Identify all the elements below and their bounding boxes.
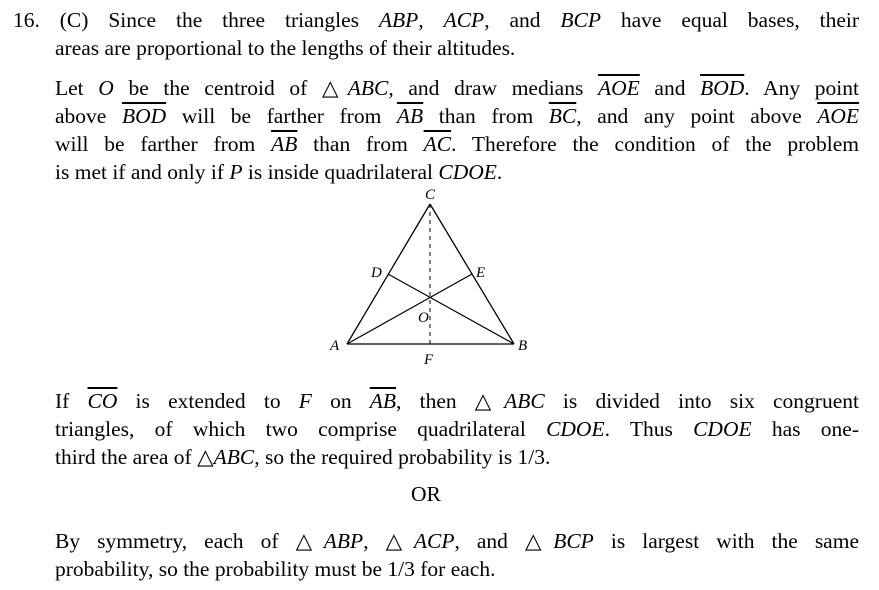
triangle-symbol	[296, 529, 364, 553]
segment-symbol: $\overline{BOD}$	[700, 76, 745, 100]
text-run: By symmetry, each of	[55, 529, 296, 553]
triangle-name: ABP	[323, 529, 364, 553]
text-run: Since the three triangles	[108, 8, 379, 32]
triangle-symbol	[525, 529, 594, 553]
para2-line-4	[55, 158, 859, 186]
text-run: probability, so the probability must be 1/3 for each.	[55, 557, 496, 581]
text-run: , and any point above	[576, 104, 818, 128]
triangle-symbol	[197, 445, 254, 469]
text-run: ,	[363, 529, 386, 553]
median-bod	[388, 274, 514, 344]
math-symbol: CDOE	[546, 417, 605, 441]
triangle-medians-figure	[322, 186, 534, 372]
text-run: , and	[484, 8, 561, 32]
intro-line-2	[55, 34, 859, 62]
triangle-name: ACP	[413, 529, 455, 553]
text-run: is extended to	[117, 389, 299, 413]
para4-line-2	[55, 555, 859, 583]
text-run: . Thus	[604, 417, 694, 441]
label-e: E	[476, 265, 486, 281]
answer-choice: (C)	[59, 8, 89, 32]
text-run: is divided into six congruent	[544, 389, 859, 413]
triangle-name: ABC	[504, 389, 545, 413]
para3-line-2	[55, 415, 859, 443]
math-symbol: F	[298, 389, 312, 413]
segment-symbol: $\overline{CO}$	[87, 389, 118, 413]
label-a: A	[330, 338, 340, 354]
triangle-icon: △	[524, 529, 554, 553]
text-run: , then	[396, 389, 475, 413]
text-run: on	[311, 389, 370, 413]
para4-line-1	[55, 527, 859, 555]
text-run: will be farther from	[55, 132, 272, 156]
text-run: ,	[418, 8, 444, 32]
segment-symbol: $\overline{AC}$	[423, 132, 452, 156]
triangle-name: ABC	[347, 76, 389, 100]
text-run: , and draw medians	[388, 76, 598, 100]
triangle-icon: △	[321, 76, 348, 100]
para3-line-3	[55, 443, 859, 471]
text-run: , and	[454, 529, 525, 553]
math-symbol: BCP	[560, 8, 601, 32]
math-symbol: CDOE	[438, 160, 497, 184]
text-run: be the centroid of	[113, 76, 322, 100]
label-c: C	[425, 187, 436, 203]
text-run: has one-	[751, 417, 859, 441]
text-run: . Therefore the condition of the problem	[451, 132, 859, 156]
text-run: than from	[423, 104, 549, 128]
label-o: O	[418, 310, 429, 326]
math-symbol: O	[98, 76, 114, 100]
or-divider: OR	[411, 482, 441, 506]
text-run: and	[639, 76, 701, 100]
intro-line-1	[13, 6, 859, 34]
triangle-symbol	[475, 389, 545, 413]
para2-line-1	[55, 74, 859, 102]
triangle-symbol	[322, 76, 388, 100]
intro-line-1-text	[108, 8, 859, 32]
triangle-icon: △	[295, 529, 324, 553]
math-symbol: ACP	[443, 8, 485, 32]
segment-symbol: $\overline{AB}$	[396, 104, 424, 128]
math-symbol: P	[229, 160, 243, 184]
math-symbol: ABP	[378, 8, 419, 32]
segment-symbol: $\overline{BC}$	[548, 104, 577, 128]
text-run: triangles, of which two comprise quadrilateral	[55, 417, 547, 441]
text-run: is largest with the same	[593, 529, 859, 553]
segment-symbol: $\overline{AB}$	[369, 389, 397, 413]
text-run: If	[55, 389, 88, 413]
text-run: . Any point	[744, 76, 859, 100]
text-run: third the area of	[55, 445, 198, 469]
text-run: is met if and only if	[55, 160, 230, 184]
text-run: than from	[297, 132, 424, 156]
text-run: , so the required probability is 1/3.	[254, 445, 551, 469]
para2-line-2	[55, 102, 859, 130]
triangle-icon: △	[385, 529, 414, 553]
text-run: is inside quadrilateral	[242, 160, 439, 184]
text-run: will be farther from	[166, 104, 397, 128]
label-d: D	[371, 265, 382, 281]
triangle-icon: △	[197, 445, 214, 469]
triangle-name: ABC	[213, 445, 255, 469]
segment-symbol: $\overline{AB}$	[271, 132, 298, 156]
triangle-symbol	[386, 529, 455, 553]
para2-line-3	[55, 130, 859, 158]
triangle-name: BCP	[553, 529, 594, 553]
math-symbol: CDOE	[693, 417, 752, 441]
problem-number: 16.	[13, 8, 40, 32]
text-run: areas are proportional to the lengths of their altitudes.	[55, 36, 516, 60]
text-run: above	[55, 104, 122, 128]
text-run: .	[496, 160, 503, 184]
median-aoe	[347, 274, 472, 344]
text-run: Let	[55, 76, 99, 100]
segment-symbol: $\overline{AOE}$	[817, 104, 860, 128]
label-f: F	[424, 352, 434, 368]
segment-symbol: $\overline{AOE}$	[597, 76, 640, 100]
triangle-icon: △	[474, 389, 505, 413]
text-run: have equal bases, their	[600, 8, 860, 32]
label-b: B	[518, 338, 528, 354]
para3-line-1	[55, 387, 859, 415]
segment-symbol: $\overline{BOD}$	[121, 104, 167, 128]
